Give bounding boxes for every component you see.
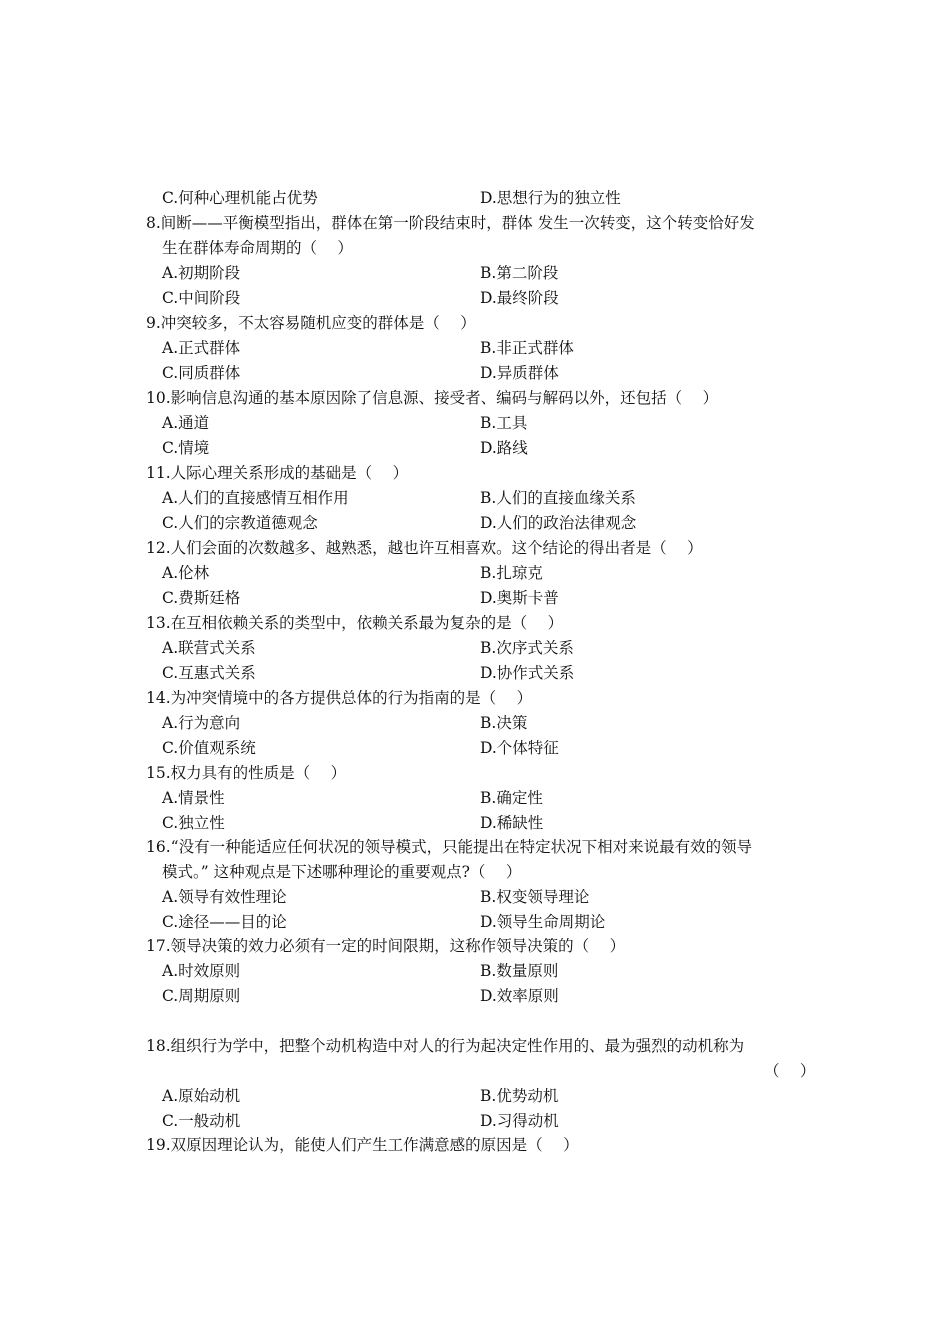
q8-option-a: A.初期阶段 (162, 264, 241, 282)
q9-stem: 9.冲突较多，不太容易随机应变的群体是（ ） (146, 314, 476, 332)
q7-option-c: C.何种心理机能占优势 (162, 189, 318, 207)
q18-option-d: D.习得动机 (480, 1112, 559, 1130)
q18-option-b: B.优势动机 (480, 1087, 559, 1105)
q9-option-a: A.正式群体 (162, 339, 241, 357)
q15-stem: 15.权力具有的性质是（ ） (146, 764, 347, 782)
q12-option-b: B.扎琼克 (480, 564, 543, 582)
q11-option-d: D.人们的政治法律观念 (480, 514, 637, 532)
q13-options-ab (162, 636, 862, 660)
q13-option-b: B.次序式关系 (480, 639, 574, 657)
q10-option-d: D.路线 (480, 439, 528, 457)
q15-option-b: B.确定性 (480, 789, 543, 807)
q9-options-ab (162, 336, 862, 360)
q18-stem: 18.组织行为学中，把整个动机构造中对人的行为起决定性作用的、最为强烈的动机称为 (146, 1037, 745, 1055)
q8-option-d: D.最终阶段 (480, 289, 559, 307)
q10-options-cd (162, 436, 862, 460)
q16-option-c: C.途径——目的论 (162, 913, 287, 931)
q10-option-c: C.情境 (162, 439, 210, 457)
q18-answer-paren: （ ） (764, 1062, 816, 1080)
q13-option-a: A.联营式关系 (162, 639, 256, 657)
q14-option-d: D.个体特征 (480, 739, 559, 757)
q16-stem-line2: 模式。” 这种观点是下述哪种理论的重要观点?（ ） (162, 863, 522, 881)
q14-stem: 14.为冲突情境中的各方提供总体的行为指南的是（ ） (146, 689, 533, 707)
q8-stem-line2: 生在群体寿命周期的（ ） (162, 239, 353, 257)
q15-option-c: C.独立性 (162, 814, 225, 832)
q11-options-cd (162, 511, 862, 535)
q8-options-cd (162, 286, 862, 310)
q10-stem: 10.影响信息沟通的基本原因除了信息源、接受者、编码与解码以外，还包括（ ） (146, 389, 719, 407)
q9-option-c: C.同质群体 (162, 364, 241, 382)
q15-option-d: D.稀缺性 (480, 814, 544, 832)
q14-options-ab (162, 711, 862, 735)
q7-option-d: D.思想行为的独立性 (480, 189, 621, 207)
q10-options-ab (162, 411, 862, 435)
q9-options-cd (162, 361, 862, 385)
q10-option-b: B.工具 (480, 414, 528, 432)
q14-option-b: B.决策 (480, 714, 528, 732)
q11-stem: 11.人际心理关系形成的基础是（ ） (146, 464, 409, 482)
q15-option-a: A.情景性 (162, 789, 225, 807)
q18-option-a: A.原始动机 (162, 1087, 241, 1105)
q11-options-ab (162, 486, 862, 510)
q18-options-ab (162, 1084, 862, 1108)
q9-option-d: D.异质群体 (480, 364, 559, 382)
q11-option-a: A.人们的直接感情互相作用 (162, 489, 349, 507)
q16-option-b: B.权变领导理论 (480, 888, 590, 906)
q8-stem-line1: 8.间断——平衡模型指出，群体在第一阶段结束时，群体 发生一次转变，这个转变恰好发 (146, 214, 755, 232)
q18-option-c: C.一般动机 (162, 1112, 241, 1130)
q16-options-ab (162, 885, 862, 909)
q17-option-b: B.数量原则 (480, 962, 559, 980)
q9-option-b: B.非正式群体 (480, 339, 574, 357)
q17-option-a: A.时效原则 (162, 962, 241, 980)
q14-option-a: A.行为意向 (162, 714, 241, 732)
q12-option-d: D.奥斯卡普 (480, 589, 559, 607)
q13-option-c: C.互惠式关系 (162, 664, 256, 682)
q18-options-cd (162, 1109, 862, 1133)
q15-options-cd (162, 811, 862, 835)
q8-option-b: B.第二阶段 (480, 264, 559, 282)
q16-option-d: D.领导生命周期论 (480, 913, 606, 931)
q16-stem-line1: 16.“没有一种能适应任何状况的领导模式，只能提出在特定状况下相对来说最有效的领导 (146, 838, 753, 856)
q14-options-cd (162, 736, 862, 760)
q19-stem: 19.双原因理论认为，能使人们产生工作满意感的原因是（ ） (146, 1136, 579, 1154)
q12-stem: 12.人们会面的次数越多、越熟悉，越也许互相喜欢。这个结论的得出者是（ ） (146, 539, 703, 557)
q17-stem: 17.领导决策的效力必须有一定的时间限期，这称作领导决策的（ ） (146, 937, 626, 955)
q11-option-b: B.人们的直接血缘关系 (480, 489, 636, 507)
q16-option-a: A.领导有效性理论 (162, 888, 287, 906)
q17-options-cd (162, 984, 862, 1008)
q13-option-d: D.协作式关系 (480, 664, 575, 682)
q17-option-d: D.效率原则 (480, 987, 559, 1005)
q13-stem: 13.在互相依赖关系的类型中，依赖关系最为复杂的是（ ） (146, 614, 564, 632)
q17-options-ab (162, 959, 862, 983)
q12-options-cd (162, 586, 862, 610)
q12-option-a: A.伦林 (162, 564, 210, 582)
q11-option-c: C.人们的宗教道德观念 (162, 514, 318, 532)
q10-option-a: A.通道 (162, 414, 210, 432)
q13-options-cd (162, 661, 862, 685)
q15-options-ab (162, 786, 862, 810)
q8-option-c: C.中间阶段 (162, 289, 241, 307)
q12-option-c: C.费斯廷格 (162, 589, 241, 607)
q17-option-c: C.周期原则 (162, 987, 241, 1005)
q14-option-c: C.价值观系统 (162, 739, 256, 757)
q7-options-cd (162, 186, 862, 210)
q12-options-ab (162, 561, 862, 585)
q16-options-cd (162, 910, 862, 934)
q8-options-ab (162, 261, 862, 285)
